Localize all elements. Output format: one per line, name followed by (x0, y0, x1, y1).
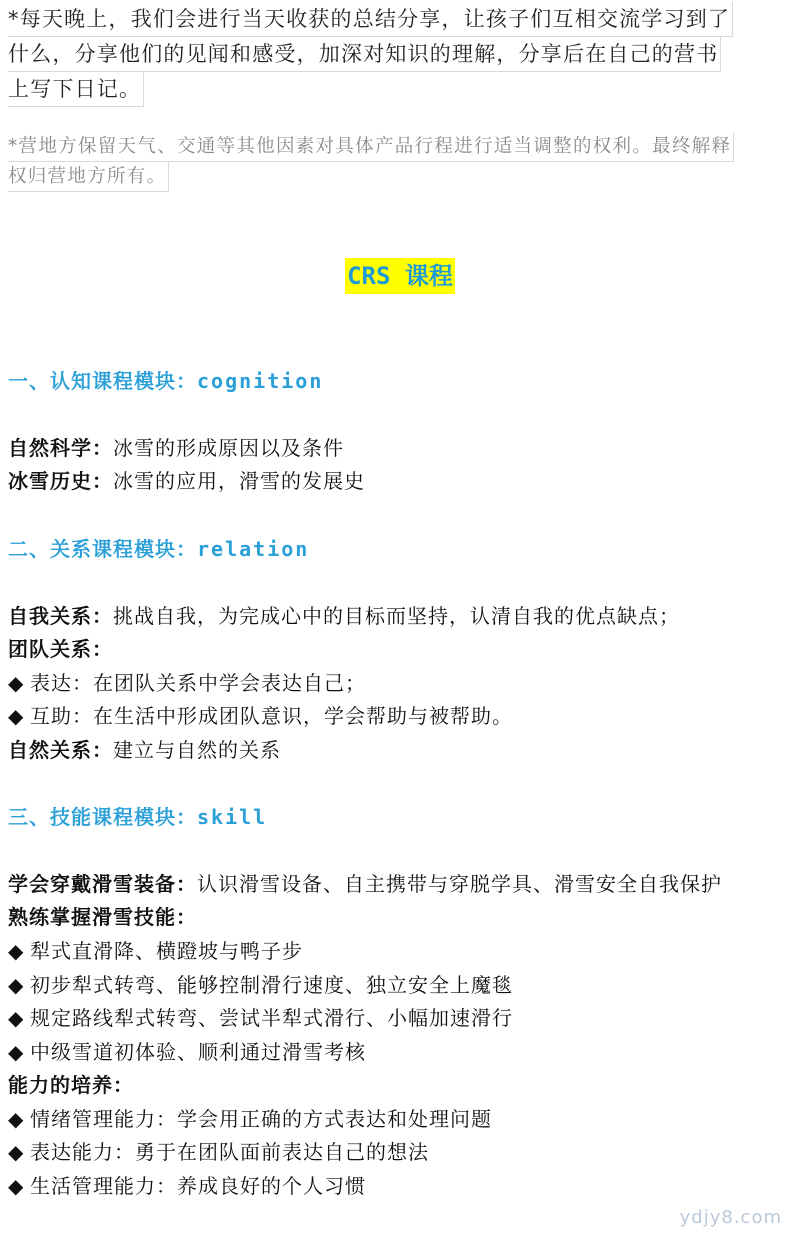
item-label: 学会穿戴滑雪装备： (8, 872, 197, 896)
item-text: 犁式直滑降、横蹬坡与鸭子步 (30, 939, 303, 963)
section-heading-en: skill (197, 805, 268, 829)
list-item (8, 902, 197, 932)
item-text: 规定路线犁式转弯、尝试半犁式滑行、小幅加速滑行 (30, 1006, 513, 1030)
item-label: 熟练掌握滑雪技能： (8, 905, 197, 929)
item-text: 初步犁式转弯、能够控制滑行速度、独立安全上魔毯 (30, 973, 513, 997)
item-text: 冰雪的应用，滑雪的发展史 (113, 469, 365, 493)
item-text: 表达：在团队关系中学会表达自己； (30, 671, 366, 695)
item-text: 生活管理能力：养成良好的个人习惯 (30, 1174, 366, 1198)
note-line: *营地方保留天气、交通等其他因素对具体产品行程进行适当调整的权利。最终解释 (8, 132, 734, 162)
note-line: 权归营地方所有。 (8, 162, 169, 192)
page-title: CRS 课程 (345, 258, 455, 294)
diamond-bullet-icon: ◆ (8, 704, 25, 728)
section-heading-cognition (8, 366, 323, 396)
bullet-item (8, 936, 303, 966)
diamond-bullet-icon: ◆ (8, 1174, 25, 1198)
diamond-bullet-icon: ◆ (8, 973, 25, 997)
item-label: 自然科学： (8, 436, 113, 460)
diamond-bullet-icon: ◆ (8, 939, 25, 963)
section-heading-cn: 三、技能课程模块： (8, 805, 197, 829)
item-text: 冰雪的形成原因以及条件 (113, 436, 344, 460)
item-text: 表达能力：勇于在团队面前表达自己的想法 (30, 1140, 429, 1164)
item-label: 自我关系： (8, 604, 113, 628)
item-text: 挑战自我，为完成心中的目标而坚持，认清自我的优点缺点； (113, 604, 680, 628)
item-text: 认识滑雪设备、自主携带与穿脱学具、滑雪安全自我保护 (197, 872, 722, 896)
list-item (8, 601, 680, 631)
bullet-item (8, 701, 513, 731)
bullet-item (8, 1104, 492, 1134)
diamond-bullet-icon: ◆ (8, 1040, 25, 1064)
bullet-item (8, 970, 513, 1000)
item-text: 情绪管理能力：学会用正确的方式表达和处理问题 (30, 1107, 492, 1131)
section-heading-en: cognition (197, 369, 324, 393)
diamond-bullet-icon: ◆ (8, 1107, 25, 1131)
diamond-bullet-icon: ◆ (8, 1140, 25, 1164)
list-item (8, 634, 113, 664)
list-item (8, 433, 344, 463)
item-text: 建立与自然的关系 (113, 738, 281, 762)
section-heading-cn: 一、认知课程模块： (8, 369, 197, 393)
list-item (8, 466, 365, 496)
item-label: 团队关系： (8, 637, 113, 661)
section-heading-cn: 二、关系课程模块： (8, 537, 197, 561)
diamond-bullet-icon: ◆ (8, 671, 25, 695)
bullet-item (8, 1137, 429, 1167)
list-item (8, 1070, 134, 1100)
item-label: 自然关系： (8, 738, 113, 762)
bullet-item (8, 1037, 366, 1067)
list-item (8, 869, 722, 899)
diamond-bullet-icon: ◆ (8, 1006, 25, 1030)
note-line: 上写下日记。 (8, 72, 144, 107)
item-text: 中级雪道初体验、顺利通过滑雪考核 (30, 1040, 366, 1064)
bullet-item (8, 1003, 513, 1033)
disclaimer-note (8, 132, 798, 192)
section-heading-relation (8, 534, 309, 564)
item-text: 互助：在生活中形成团队意识，学会帮助与被帮助。 (30, 704, 513, 728)
bullet-item (8, 668, 366, 698)
note-line: *每天晚上，我们会进行当天收获的总结分享，让孩子们互相交流学习到了 (8, 2, 733, 37)
section-heading-skill (8, 802, 267, 832)
watermark: ydjy8.com (679, 1207, 782, 1228)
daily-share-note (8, 2, 798, 107)
list-item (8, 735, 281, 765)
item-label: 能力的培养： (8, 1073, 134, 1097)
bullet-item (8, 1171, 366, 1201)
title-wrap (0, 258, 800, 294)
note-line: 什么，分享他们的见闻和感受，加深对知识的理解，分享后在自己的营书 (8, 37, 721, 72)
item-label: 冰雪历史： (8, 469, 113, 493)
section-heading-en: relation (197, 537, 310, 561)
